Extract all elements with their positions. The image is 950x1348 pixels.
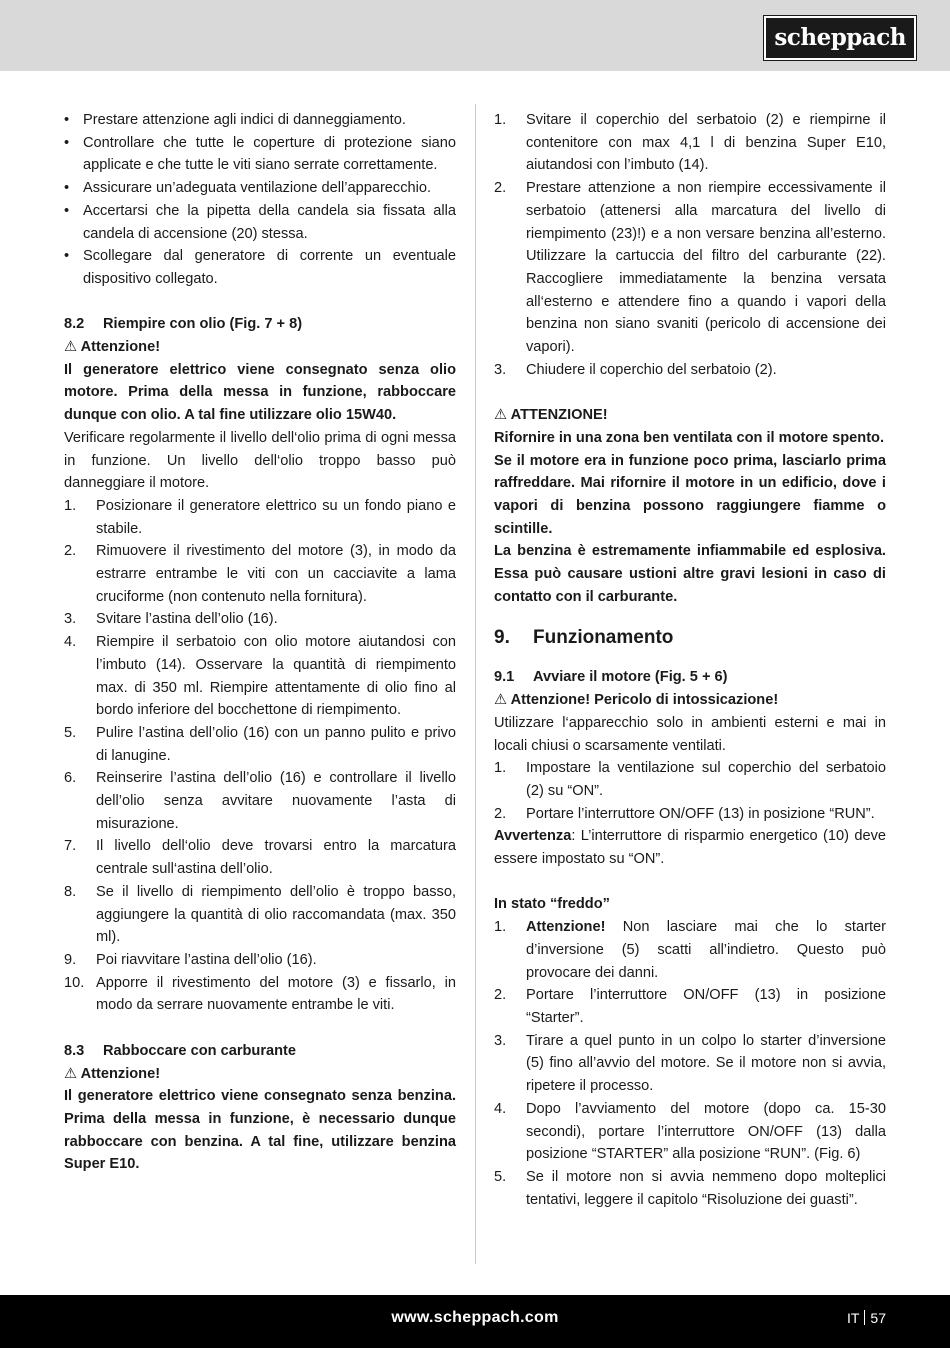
caution-heading [494, 404, 886, 427]
section-9-1-heading [494, 666, 886, 689]
section-title: Rabboccare con carburante [103, 1042, 297, 1059]
chapter-title: Funzionamento [533, 627, 674, 649]
warning-triangle-icon: ⚠ [494, 407, 508, 424]
brand-logo: scheppach [764, 16, 916, 60]
list-item: 8. Se il livello di riempimento dell’olio è troppo basso, aggiungere la quantità di olio raccomandata (max. 350 ml). [64, 883, 456, 946]
list-item: 3. Tirare a quel punto in un colpo lo starter d’inversione (5) fino all’avvio del motore. Se il motore non si avvia, ripetere il processo. [494, 1032, 886, 1095]
warning-line [64, 336, 456, 359]
section-number: 9.1 [494, 669, 515, 686]
section-title: Riempire con olio (Fig. 7 + 8) [103, 316, 303, 333]
caution-title: ATTENZIONE! [510, 407, 608, 424]
list-item: 4. Dopo l’avviamento del motore (dopo ca. 15-30 secondi), portare l’interruttore ON/OFF (13) dalla posizione “STARTER” alla posizione “RUN”. (Fig. 6) [494, 1100, 886, 1163]
header-bar [0, 0, 950, 71]
warning-label: Attenzione! [80, 1065, 161, 1082]
section-number: 8.2 [64, 316, 85, 333]
list-item: 2. Portare l’interruttore ON/OFF (13) in posizione “RUN”. [494, 805, 875, 822]
list-item: 2. Portare l’interruttore ON/OFF (13) in posizione “Starter”. [494, 987, 886, 1026]
list-item: 10. Apporre il rivestimento del motore (3) e fissarlo, in modo da serrare nuovamente entrambe le viti. [64, 974, 456, 1014]
list-item: 1. Posizionare il generatore elettrico su un fondo piano e stabile. [64, 497, 456, 537]
chapter-9-heading [494, 624, 886, 652]
list-item: 3. Chiudere il coperchio del serbatoio (2). [494, 361, 777, 378]
warning-line [64, 1063, 456, 1086]
caution-text: Rifornire in una zona ben ventilata con il motore spento. [494, 429, 885, 446]
warning-label: Attenzione! [80, 339, 161, 356]
fuel-notice-bold: Il generatore elettrico viene consegnato senza benzina. Prima della messa in funzione, è necessario dunque rabboccare con benzina. A tal fine, utilizzare benzina Super E10. [64, 1088, 456, 1173]
list-item: • Scollegare dal generatore di corrente un eventuale dispositivo collegato. [64, 245, 456, 290]
list-item: • Controllare che tutte le coperture di protezione siano applicate e che tutte le viti siano serrate correttamente. [64, 132, 456, 177]
separator [864, 1310, 865, 1325]
section-number: 8.3 [64, 1042, 85, 1059]
section-title: Avviare il motore (Fig. 5 + 6) [533, 669, 728, 686]
left-column [64, 109, 456, 1176]
cold-start-steps [494, 916, 886, 1211]
chapter-number: 9. [494, 627, 510, 649]
list-item: • Accertarsi che la pipetta della candela sia fissata alla candela di accensione (20) stessa. [64, 200, 456, 245]
list-item: 2. Prestare attenzione a non riempire eccessivamente il serbatoio (attenersi alla marcatura del livello di riempimento (23)!) e a non versare benzina all’esterno. Utilizzare la cartuccia del filtro del carburante (22). Raccogliere immediatamente la benzina versata all‘esterno e attendere fino a quando i vapori della benzina non siano svaniti (pericolo di accensione dei vapori). [494, 180, 886, 356]
list-item: 5. Se il motore non si avvia nemmeno dopo molteplici tentativi, leggere il capitolo “Risoluzione dei guasti”. [494, 1168, 886, 1208]
list-item: 5. Pulire l’astina dell’olio (16) con un panno pulito e privo di lanugine. [64, 724, 456, 764]
list-item: 9. Poi riavvitare l’astina dell’olio (16). [64, 952, 317, 968]
column-divider [475, 104, 476, 1264]
page-num: 57 [870, 1310, 886, 1326]
list-item: 4. Riempire il serbatoio con olio motore aiutandosi con l’imbuto (14). Osservare la quantità di riempimento max. di 350 ml. Riempire attentamente di olio fino al bordo inferiore del bocchettone di riempimento. [64, 634, 456, 719]
warning-triangle-icon: ⚠ [64, 1065, 78, 1082]
oil-steps [64, 495, 456, 1017]
cold-state-heading: In stato “freddo” [494, 896, 610, 913]
list-item: 6. Reinserire l’astina dell’olio (16) e controllare il livello dell’olio senza avvitare nuovamente l’asta di misurazione. [64, 770, 456, 832]
warning-label: Attenzione! Pericolo di intossicazione! [510, 692, 779, 709]
website-url: www.scheppach.com [391, 1309, 559, 1326]
note-text: Avvertenza: L’interruttore di risparmio energetico (10) deve essere impostato su “ON”. [494, 828, 886, 868]
section-8-2-heading [64, 313, 456, 336]
list-item: 2. Rimuovere il rivestimento del motore (3), in modo da estrarre entrambe le viti con un cacciavite a lama cruciforme (non contenuto nella fornitura). [64, 543, 456, 605]
caution-text: Se il motore era in funzione poco prima, lasciarlo prima raffreddare. Mai rifornire il motore in un edificio, dove i vapori di benzina possono raggiungere fiamme o scintille. [494, 452, 886, 537]
fuel-steps [494, 109, 886, 381]
right-column [494, 109, 886, 1211]
warning-triangle-icon: ⚠ [494, 692, 508, 709]
oil-notice-bold: Il generatore elettrico viene consegnato senza olio motore. Prima della messa in funzione, rabboccare dunque con olio. A tal fine utilizzare olio 15W40. [64, 361, 456, 424]
caution-text: La benzina è estremamente infiammabile ed esplosiva. Essa può causare ustioni altre gravi lesioni in caso di contatto con il carburante. [494, 543, 886, 605]
oil-notice-text: Verificare regolarmente il livello dell‘olio prima di ogni messa in funzione. Un livello dell‘olio troppo basso può danneggiare il motore. [64, 429, 456, 492]
section-8-3-heading [64, 1040, 456, 1063]
note-label: Avvertenza [494, 828, 572, 845]
list-item: 1. Attenzione! Non lasciare mai che lo starter d’inversione (5) scatti all’indietro. Questo può provocare dei danni. [494, 919, 886, 981]
list-item: 7. Il livello dell‘olio deve trovarsi entro la marcatura centrale sull‘astina dell’olio. [64, 838, 456, 878]
list-item: • Assicurare un’adeguata ventilazione dell’apparecchio. [64, 177, 456, 200]
start-steps [494, 757, 886, 825]
list-item: 1. Svitare il coperchio del serbatoio (2) e riempirne il contenitore con max 4,1 l di benzina Super E10, aiutandosi con l’imbuto (14). [494, 112, 886, 174]
list-item: • Prestare attenzione agli indici di danneggiamento. [64, 109, 456, 132]
list-item: 3. Svitare l’astina dell’olio (16). [64, 611, 278, 628]
footer-bar [0, 1295, 950, 1348]
safety-checklist [64, 109, 456, 291]
page-number [847, 1310, 886, 1326]
warning-line [494, 689, 886, 712]
list-item: 1. Impostare la ventilazione sul coperchio del serbatoio (2) su “ON”. [494, 760, 886, 799]
usage-text: Utilizzare l‘apparecchio solo in ambienti esterni e mai in locali chiusi o scarsamente ventilati. [494, 714, 886, 754]
warning-triangle-icon: ⚠ [64, 339, 78, 356]
language-code: IT [846, 1310, 860, 1326]
